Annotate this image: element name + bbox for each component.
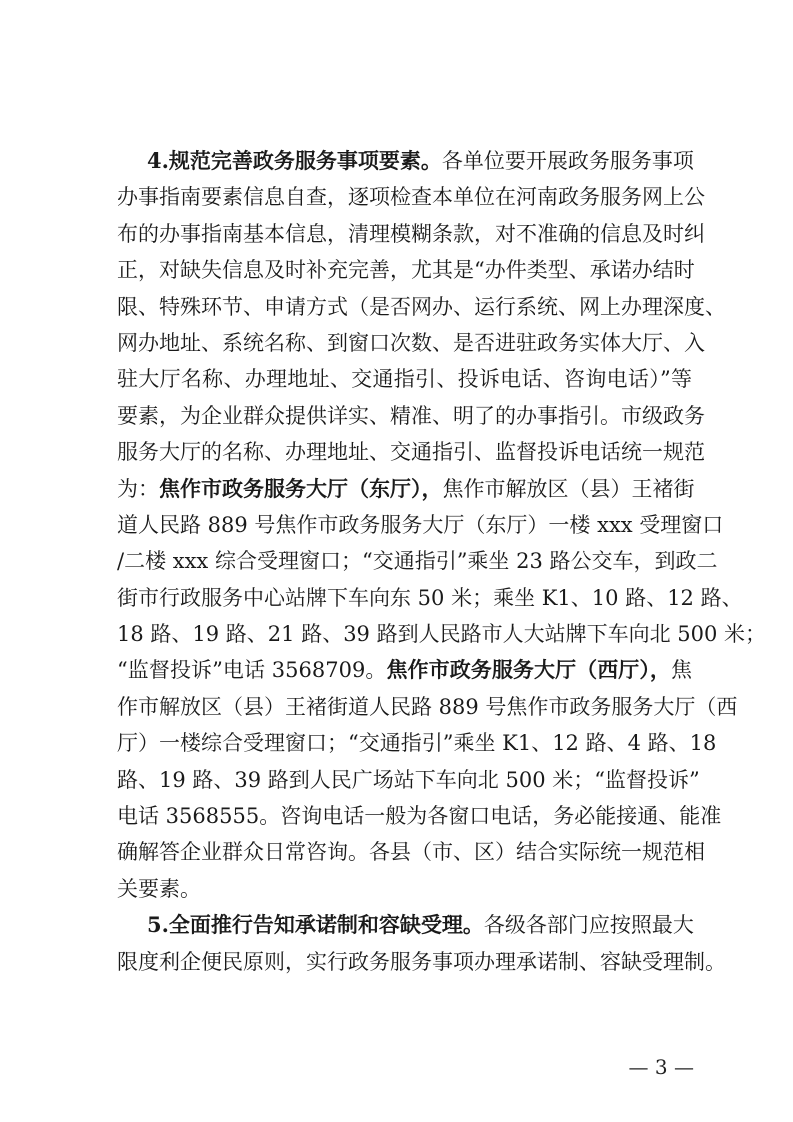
body-text-span: 布的办事指南基本信息，清理模糊条款，对不准确的信息及时纠: [117, 221, 705, 246]
body-text-span: 路、19 路、39 路到人民广场站下车向北 500 米；“监督投诉”: [117, 767, 700, 792]
bold-heading-text: 焦作市政务服务大厅（西厅），: [386, 657, 671, 683]
bold-heading-text: 5.全面推行告知承诺制和容缺受理。: [147, 912, 484, 938]
text-line: [117, 325, 705, 361]
text-line: [117, 434, 705, 470]
text-line: [117, 944, 726, 980]
page-number: — 3 —: [628, 1055, 694, 1079]
body-text-span: 作市解放区（县）王褚街道人民路 889 号焦作市政务服务大厅（西: [117, 694, 738, 719]
text-line: [117, 834, 705, 870]
body-text-span: 要素，为企业群众提供详实、精准、明了的办事指引。市级政务: [117, 403, 705, 428]
bold-heading-text: 4.规范完善政务服务事项要素。: [147, 148, 442, 173]
body-text-span: 为：: [117, 476, 159, 501]
body-text-span: 服务大厅的名称、办理地址、交通指引、监督投诉电话统一规范: [117, 440, 705, 465]
body-text-span: 关要素。: [117, 876, 201, 901]
body-text-span: 道人民路 889 号焦作市政务服务大厅（东厅）一楼 xxx 受理窗口: [117, 512, 724, 537]
text-line: [117, 216, 705, 252]
body-text-span: /二楼 xxx 综合受理窗口；“交通指引”乘坐 23 路公交车，到政二: [117, 549, 718, 574]
text-line: [117, 762, 700, 798]
body-text-span: 街市行政服务中心站牌下车向东 50 米；乘坐 K1、10 路、12 路、: [117, 585, 743, 610]
body-text-span: 办事指南要素信息自查，逐项检查本单位在河南政务服务网上公: [117, 185, 705, 210]
text-line: [117, 798, 722, 834]
text-line: [117, 652, 692, 688]
body-text-span: 电话 3568555。咨询电话一般为各窗口电话，务必能接通、能准: [117, 804, 722, 829]
text-line: [117, 398, 705, 434]
body-text-span: 正，对缺失信息及时补充完善，尤其是“办件类型、承诺办结时: [117, 258, 695, 283]
text-line: [117, 616, 767, 652]
body-text-span: 各级各部门应按照最大: [483, 913, 694, 938]
body-text-span: 18 路、19 路、21 路、39 路到人民路市人大站牌下车向北 500 米；: [117, 622, 767, 647]
body-text-span: 焦: [671, 658, 692, 683]
body-text-span: 厅）一楼综合受理窗口；“交通指引”乘坐 K1、12 路、4 路、18: [117, 731, 717, 756]
body-text-span: 网办地址、系统名称、到窗口次数、是否进驻政务实体大厅、入: [117, 330, 705, 355]
body-text-span: 限、特殊环节、申请方式（是否网办、运行系统、网上办理深度、: [117, 294, 726, 319]
text-line: [117, 907, 692, 943]
body-text-span: 确解答企业群众日常咨询。各县（市、区）结合实际统一规范相: [117, 840, 705, 865]
text-line: [117, 252, 695, 288]
text-line: [117, 289, 726, 325]
body-text-span: 各单位要开展政务服务事项: [441, 149, 694, 173]
text-line: [117, 543, 718, 579]
text-line: [117, 580, 743, 616]
text-line: [117, 725, 717, 761]
text-line: [117, 871, 692, 907]
text-line: [117, 689, 738, 725]
body-text-span: “监督投诉”电话 3568709。: [117, 658, 387, 683]
body-text-span: 限度利企便民原则，实行政务服务事项办理承诺制、容缺受理制。: [117, 949, 726, 974]
body-text: [117, 143, 767, 980]
bold-heading-text: 焦作市政务服务大厅（东厅），: [159, 475, 443, 501]
text-line: [117, 361, 692, 397]
body-text-span: 焦作市解放区（县）王褚街: [442, 476, 695, 501]
body-text-span: 驻大厅名称、办理地址、交通指引、投诉电话、咨询电话）”等: [117, 367, 692, 392]
text-line: [117, 179, 705, 215]
text-line: [117, 507, 724, 543]
text-line: [117, 471, 695, 507]
text-line: [117, 143, 692, 179]
